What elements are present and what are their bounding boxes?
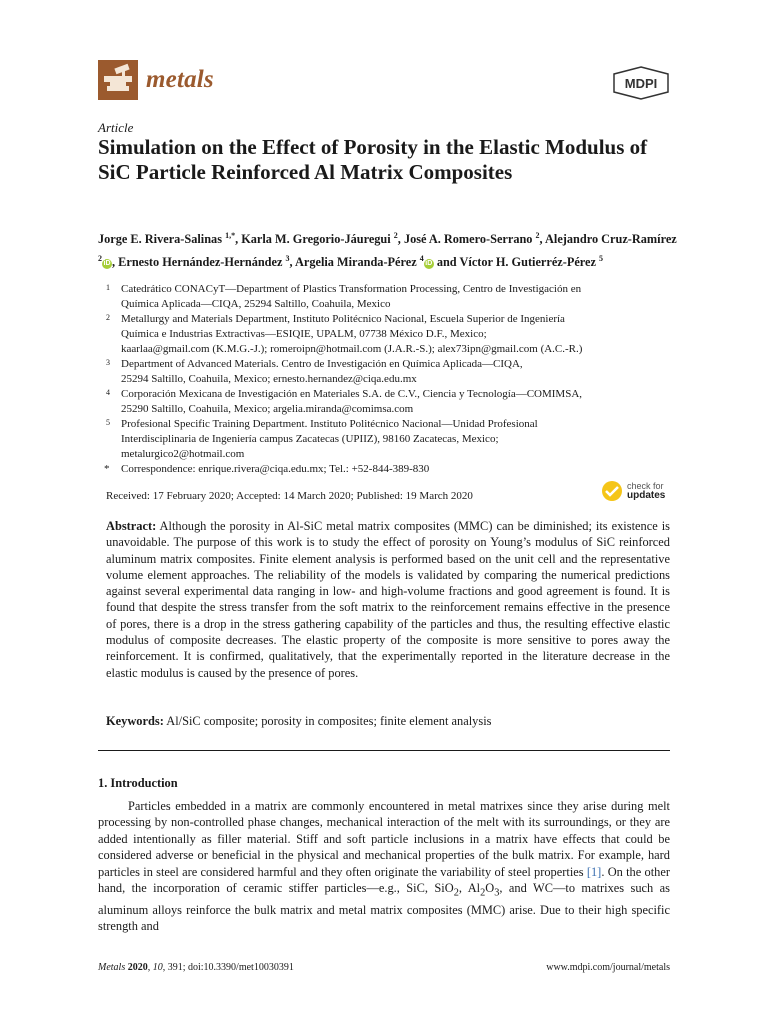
section-divider xyxy=(98,750,670,751)
subscript: 2 xyxy=(480,887,486,899)
affiliation-line: Química Aplicada—CIQA, 25294 Saltillo, Coahuila, Mexico xyxy=(121,298,391,310)
author-affiliation-sup: 3 xyxy=(285,254,290,264)
author-separator: and xyxy=(433,255,460,270)
check-for-updates-badge[interactable] xyxy=(601,480,665,502)
author-separator: , xyxy=(112,255,119,270)
affiliation-number: 4 xyxy=(106,388,110,397)
subscript: 2 xyxy=(453,887,459,899)
affiliation-item xyxy=(98,282,678,312)
affiliation-list xyxy=(98,282,678,477)
author-name: Ernesto Hernández-Hernández xyxy=(118,255,283,270)
affiliation-number: * xyxy=(104,463,110,475)
intro-paragraph xyxy=(98,798,670,935)
mdpi-logo-text: MDPI xyxy=(624,76,658,91)
affiliation-line: Interdisciplinaria de Ingeniería campus Zacatecas (UPIIZ), 98160 Zacatecas, Mexico; xyxy=(121,433,499,445)
affiliation-item xyxy=(98,462,678,477)
author-name: José A. Romero-Serrano xyxy=(403,232,533,247)
updates-label: updates xyxy=(627,490,666,501)
journal-logo[interactable] xyxy=(98,60,214,100)
author-name: Jorge E. Rivera-Salinas xyxy=(98,232,222,247)
author-affiliation-sup: 1,* xyxy=(225,231,236,240)
affiliation-line: kaarlaa@gmail.com (K.M.G.-J.); romeroipn@hotmail.com (J.A.R.-S.); alex73ipn@gmail.com (A.C.-R.) xyxy=(121,343,583,355)
article-title: Simulation on the Effect of Porosity in the Elastic Modulus of SiC Particle Reinforced Al Matrix Composites xyxy=(98,135,648,184)
affiliation-number: 1 xyxy=(106,283,110,292)
footer-year: 2020 xyxy=(127,962,148,973)
author-affiliation-sup: 2 xyxy=(98,254,102,264)
author-separator: , xyxy=(289,255,295,270)
author-affiliation-sup: 4 xyxy=(419,254,424,264)
footer-url[interactable]: www.mdpi.com/journal/metals xyxy=(546,962,670,973)
affiliation-item xyxy=(98,417,678,462)
keywords-text: Al/SiC composite; porosity in composites; finite element analysis xyxy=(163,714,492,728)
author-affiliation-sup: 2 xyxy=(393,231,398,240)
author-affiliation-sup: 2 xyxy=(535,231,540,240)
affiliation-line: 25294 Saltillo, Coahuila, Mexico; ernesto.hernandez@ciqa.edu.mx xyxy=(121,373,417,385)
abstract xyxy=(106,518,670,681)
author-name: Argelia Miranda-Pérez xyxy=(295,255,417,270)
affiliation-line: Department of Advanced Materials. Centro de Investigación en Química Aplicada—CIQA, xyxy=(121,358,523,370)
author-separator: , xyxy=(397,232,404,247)
affiliation-line: Correspondence: enrique.rivera@ciqa.edu.mx; Tel.: +52-844-389-830 xyxy=(121,463,430,475)
check-for-updates-icon xyxy=(601,480,623,502)
citation-link[interactable]: [1] xyxy=(586,864,602,879)
journal-name: metals xyxy=(146,66,214,93)
footer-doi: , 391; doi:10.3390/met10030391 xyxy=(162,962,294,973)
article-type: Article xyxy=(98,120,134,135)
intro-text: O xyxy=(485,881,495,896)
affiliation-item xyxy=(98,312,678,357)
check-for-label: check for xyxy=(627,481,664,491)
affiliation-line: metalurgico2@hotmail.com xyxy=(121,448,245,460)
orcid-icon[interactable]: iD xyxy=(425,260,433,268)
affiliation-item xyxy=(98,357,678,387)
footer-volume: 10 xyxy=(152,962,163,973)
intro-text: , Al xyxy=(458,881,481,896)
orcid-icon[interactable]: iD xyxy=(103,260,111,268)
affiliation-line: 25290 Saltillo, Coahuila, Mexico; argelia.miranda@comimsa.com xyxy=(121,403,414,415)
keywords xyxy=(106,713,670,729)
author-separator: , xyxy=(539,232,546,247)
abstract-label: Abstract: xyxy=(106,519,157,533)
affiliation-line: Metallurgy and Materials Department, Instituto Politécnico Nacional, Escuela Superior de Ingeniería xyxy=(121,313,565,325)
publication-dates: Received: 17 February 2020; Accepted: 14 March 2020; Published: 19 March 2020 xyxy=(106,490,473,502)
subscript: 3 xyxy=(494,887,500,899)
affiliation-number: 3 xyxy=(106,358,110,367)
abstract-text: Although the porosity in Al-SiC metal matrix composites (MMC) can be diminished; its existence is unavoidable. The purpose of this work is to study the effect of porosity on Young’s modulus of SiC reinforced aluminum matrix composites. Finite element analysis is performed based on the unit cell and the representative volume element approaches. The reliability of the models is validated by comparing the numerical predictions against several experimental data ranging in low- and high-volume fractions and good agreement is found. It is found that despite the stress transfer from the soft matrix to the reinforcement remains effective in the presence of pores, there is a drop in the stress gathering capability of the particles and thus, the resulting effective elastic modulus of composite decreases. The elastic property of the composite is more sensitive to pores away the reinforcement. It is confirmed, qualitatively, that the experimentally reported in the literature decrease in the elastic modulus is caused by the presence of pores. xyxy=(106,519,670,680)
affiliation-line: Corporación Mexicana de Investigación en Materiales S.A. de C.V., Ciencia y Tecnología—COMIMSA, xyxy=(121,388,583,400)
author-list xyxy=(98,226,678,272)
intro-text: . On the other hand, the incorporation of ceramic stiffer particles—e.g., SiC, SiO xyxy=(98,864,670,896)
affiliation-line: Profesional Specific Training Department. Instituto Politécnico Nacional—Unidad Profesional xyxy=(121,418,538,430)
intro-text: Particles embedded in a matrix are commonly encountered in metal matrixes since they arise during melt processing by non-controlled phase changes, mechanical interaction of the melt with its surroundings, or they are added intentionally as filler material. Stiff and soft particle inclusions in a matrix have effects that could be considered adverse or beneficial in the physical and mechanical properties of the bulk matrix. For example, hard particles in steel are considered harmful and they often originate the variability of steel properties xyxy=(98,799,670,879)
section-title: 1. Introduction xyxy=(98,776,178,790)
mdpi-logo[interactable] xyxy=(612,66,670,100)
affiliation-line: Catedrático CONACyT—Department of Plastics Transformation Processing, Centro de Investigación en xyxy=(121,283,582,295)
keywords-label: Keywords: xyxy=(106,714,164,728)
author-name: Karla M. Gregorio-Jáuregui xyxy=(241,232,391,247)
footer-journal: Metals xyxy=(98,962,126,973)
affiliation-number: 2 xyxy=(106,313,110,322)
intro-text: , and WC—to matrixes such as aluminum alloys reinforce the bulk matrix and metal matrix composites (MMC) arise. Due to their high specific strength and xyxy=(98,881,670,934)
affiliation-number: 5 xyxy=(106,418,110,427)
author-name: Alejandro Cruz-Ramírez xyxy=(545,232,677,247)
footer-citation: Metals 2020, 10, 391; doi:10.3390/met10030391 xyxy=(98,962,294,973)
author-name: Víctor H. Gutierréz-Pérez xyxy=(459,255,596,270)
affiliation-item xyxy=(98,387,678,417)
anvil-icon xyxy=(98,60,138,100)
author-affiliation-sup: 5 xyxy=(599,254,604,264)
affiliation-line: Química e Industrias Extractivas—ESIQIE, UPALM, 07738 México D.F., Mexico; xyxy=(121,328,487,340)
author-separator: , xyxy=(235,232,242,247)
